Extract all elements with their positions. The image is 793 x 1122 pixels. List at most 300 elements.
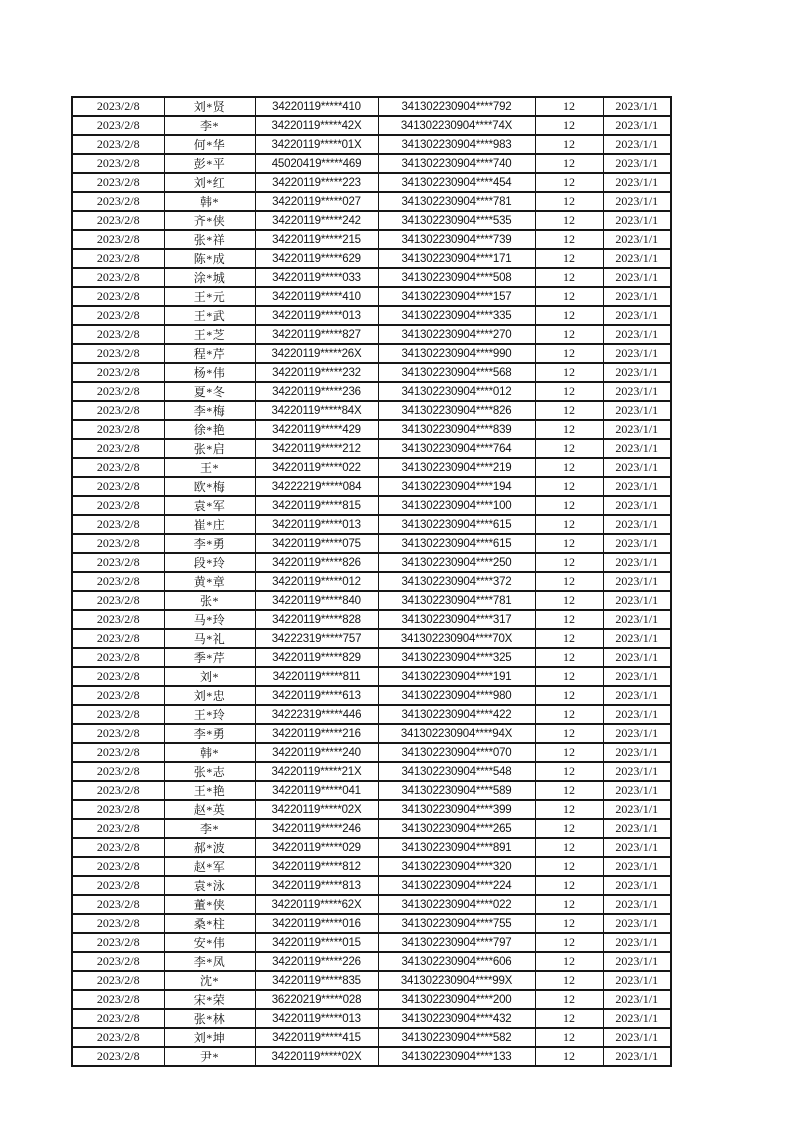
table-cell: 2023/2/8 (72, 306, 164, 325)
table-row (72, 686, 671, 705)
table-cell: 2023/2/8 (72, 439, 164, 458)
table-cell: 341302230904****606 (378, 952, 535, 971)
table-cell: 34220119*****813 (255, 876, 378, 895)
table-cell: 2023/2/8 (72, 553, 164, 572)
table-cell: 2023/2/8 (72, 591, 164, 610)
table-cell: 2023/1/1 (603, 648, 671, 667)
table-cell: 341302230904****454 (378, 173, 535, 192)
table-cell: 12 (535, 382, 603, 401)
table-cell: 341302230904****839 (378, 420, 535, 439)
table-row (72, 838, 671, 857)
table-cell: 2023/2/8 (72, 895, 164, 914)
table-cell: 34220119*****223 (255, 173, 378, 192)
table-cell: 2023/1/1 (603, 876, 671, 895)
table-row (72, 1009, 671, 1028)
table-cell: 341302230904****194 (378, 477, 535, 496)
table-row (72, 363, 671, 382)
table-cell: 2023/1/1 (603, 819, 671, 838)
table-cell: 12 (535, 97, 603, 116)
table-cell: 12 (535, 610, 603, 629)
table-cell: 34220119*****013 (255, 1009, 378, 1028)
table-cell: 王*芝 (164, 325, 255, 344)
table-cell: 2023/1/1 (603, 363, 671, 382)
table-cell: 2023/2/8 (72, 287, 164, 306)
table-cell: 341302230904****270 (378, 325, 535, 344)
table-cell: 12 (535, 363, 603, 382)
table-cell: 12 (535, 724, 603, 743)
table-cell: 34220119*****26X (255, 344, 378, 363)
table-cell: 2023/1/1 (603, 154, 671, 173)
table-cell: 李*勇 (164, 724, 255, 743)
table-cell: 12 (535, 496, 603, 515)
table-cell: 2023/1/1 (603, 439, 671, 458)
table-cell: 34220119*****022 (255, 458, 378, 477)
table-cell: 341302230904****74X (378, 116, 535, 135)
records-table-body (72, 97, 671, 1066)
table-cell: 夏*冬 (164, 382, 255, 401)
table-cell: 刘*红 (164, 173, 255, 192)
table-cell: 2023/2/8 (72, 173, 164, 192)
table-cell: 2023/2/8 (72, 268, 164, 287)
table-cell: 2023/1/1 (603, 1009, 671, 1028)
table-cell: 341302230904****022 (378, 895, 535, 914)
table-cell: 2023/2/8 (72, 914, 164, 933)
table-cell: 2023/2/8 (72, 705, 164, 724)
table-row (72, 743, 671, 762)
table-cell: 2023/2/8 (72, 838, 164, 857)
table-cell: 2023/1/1 (603, 705, 671, 724)
table-cell: 2023/2/8 (72, 1047, 164, 1066)
table-cell: 2023/2/8 (72, 572, 164, 591)
table-cell: 34220119*****033 (255, 268, 378, 287)
table-cell: 2023/1/1 (603, 249, 671, 268)
table-cell: 2023/2/8 (72, 800, 164, 819)
table-cell: 韩* (164, 192, 255, 211)
table-cell: 12 (535, 838, 603, 857)
table-cell: 34220119*****232 (255, 363, 378, 382)
table-cell: 2023/1/1 (603, 344, 671, 363)
table-cell: 34220119*****242 (255, 211, 378, 230)
table-cell: 34220119*****012 (255, 572, 378, 591)
table-row (72, 1028, 671, 1047)
table-cell: 12 (535, 268, 603, 287)
records-table (71, 96, 672, 1067)
table-cell: 341302230904****320 (378, 857, 535, 876)
table-cell: 2023/2/8 (72, 97, 164, 116)
table-cell: 34220119*****216 (255, 724, 378, 743)
table-cell: 2023/1/1 (603, 325, 671, 344)
table-cell: 12 (535, 344, 603, 363)
table-row (72, 287, 671, 306)
table-row (72, 971, 671, 990)
table-cell: 12 (535, 287, 603, 306)
table-cell: 徐*艳 (164, 420, 255, 439)
table-cell: 2023/1/1 (603, 1047, 671, 1066)
table-cell: 12 (535, 1009, 603, 1028)
table-cell: 34220119*****246 (255, 819, 378, 838)
table-cell: 李* (164, 116, 255, 135)
table-cell: 341302230904****980 (378, 686, 535, 705)
table-cell: 341302230904****224 (378, 876, 535, 895)
table-row (72, 667, 671, 686)
table-cell: 2023/2/8 (72, 344, 164, 363)
table-cell: 2023/1/1 (603, 572, 671, 591)
table-cell: 34220119*****826 (255, 553, 378, 572)
table-cell: 2023/1/1 (603, 952, 671, 971)
table-row (72, 553, 671, 572)
table-cell: 12 (535, 116, 603, 135)
table-cell: 2023/2/8 (72, 249, 164, 268)
table-cell: 341302230904****990 (378, 344, 535, 363)
table-cell: 2023/1/1 (603, 629, 671, 648)
table-cell: 2023/2/8 (72, 667, 164, 686)
table-cell: 张*祥 (164, 230, 255, 249)
table-cell: 34222319*****446 (255, 705, 378, 724)
table-cell: 2023/2/8 (72, 971, 164, 990)
table-row (72, 135, 671, 154)
table-cell: 李*勇 (164, 534, 255, 553)
table-cell: 2023/1/1 (603, 591, 671, 610)
table-cell: 341302230904****755 (378, 914, 535, 933)
table-cell: 李* (164, 819, 255, 838)
table-cell: 2023/2/8 (72, 116, 164, 135)
table-cell: 34220119*****410 (255, 97, 378, 116)
table-cell: 12 (535, 876, 603, 895)
table-cell: 2023/2/8 (72, 610, 164, 629)
table-row (72, 648, 671, 667)
table-cell: 张*林 (164, 1009, 255, 1028)
table-cell: 2023/1/1 (603, 914, 671, 933)
table-cell: 341302230904****372 (378, 572, 535, 591)
table-cell: 341302230904****100 (378, 496, 535, 515)
table-cell: 2023/1/1 (603, 534, 671, 553)
table-row (72, 876, 671, 895)
table-row (72, 344, 671, 363)
table-cell: 34220119*****613 (255, 686, 378, 705)
table-cell: 34220119*****027 (255, 192, 378, 211)
table-cell: 34220119*****829 (255, 648, 378, 667)
table-row (72, 705, 671, 724)
table-cell: 2023/2/8 (72, 363, 164, 382)
table-cell: 2023/2/8 (72, 743, 164, 762)
table-row (72, 439, 671, 458)
table-cell: 2023/2/8 (72, 515, 164, 534)
table-row (72, 857, 671, 876)
table-cell: 杨*伟 (164, 363, 255, 382)
table-cell: 34220119*****013 (255, 306, 378, 325)
table-row (72, 325, 671, 344)
table-cell: 341302230904****535 (378, 211, 535, 230)
table-cell: 34220119*****84X (255, 401, 378, 420)
table-cell: 341302230904****548 (378, 762, 535, 781)
table-cell: 12 (535, 648, 603, 667)
table-row (72, 230, 671, 249)
table-cell: 2023/1/1 (603, 192, 671, 211)
table-cell: 12 (535, 629, 603, 648)
table-cell: 34220119*****415 (255, 1028, 378, 1047)
table-cell: 12 (535, 458, 603, 477)
table-cell: 34220119*****811 (255, 667, 378, 686)
table-row (72, 97, 671, 116)
table-cell: 张*志 (164, 762, 255, 781)
table-row (72, 1047, 671, 1066)
table-cell: 王*元 (164, 287, 255, 306)
table-cell: 12 (535, 990, 603, 1009)
table-cell: 341302230904****781 (378, 192, 535, 211)
table-cell: 341302230904****739 (378, 230, 535, 249)
table-row (72, 724, 671, 743)
table-cell: 12 (535, 306, 603, 325)
table-cell: 341302230904****171 (378, 249, 535, 268)
table-cell: 2023/1/1 (603, 382, 671, 401)
table-cell: 刘*忠 (164, 686, 255, 705)
table-cell: 刘*贤 (164, 97, 255, 116)
table-cell: 2023/2/8 (72, 420, 164, 439)
table-cell: 王*武 (164, 306, 255, 325)
table-row (72, 173, 671, 192)
table-cell: 崔*庄 (164, 515, 255, 534)
table-cell: 34220119*****62X (255, 895, 378, 914)
table-cell: 341302230904****826 (378, 401, 535, 420)
table-row (72, 800, 671, 819)
table-cell: 2023/1/1 (603, 496, 671, 515)
table-row (72, 990, 671, 1009)
table-cell: 2023/1/1 (603, 173, 671, 192)
table-cell: 341302230904****615 (378, 515, 535, 534)
table-row (72, 515, 671, 534)
table-row (72, 591, 671, 610)
table-cell: 12 (535, 971, 603, 990)
table-cell: 2023/1/1 (603, 762, 671, 781)
table-cell: 2023/2/8 (72, 192, 164, 211)
table-cell: 2023/1/1 (603, 230, 671, 249)
table-row (72, 306, 671, 325)
table-cell: 2023/1/1 (603, 1028, 671, 1047)
table-cell: 2023/2/8 (72, 876, 164, 895)
table-cell: 34220119*****815 (255, 496, 378, 515)
table-cell: 2023/1/1 (603, 743, 671, 762)
table-cell: 12 (535, 591, 603, 610)
table-cell: 2023/1/1 (603, 933, 671, 952)
table-cell: 桑*柱 (164, 914, 255, 933)
table-cell: 2023/2/8 (72, 401, 164, 420)
table-cell: 34220119*****212 (255, 439, 378, 458)
table-cell: 12 (535, 819, 603, 838)
table-cell: 宋*荣 (164, 990, 255, 1009)
table-cell: 2023/1/1 (603, 838, 671, 857)
table-cell: 341302230904****615 (378, 534, 535, 553)
table-cell: 34220119*****827 (255, 325, 378, 344)
table-cell: 2023/2/8 (72, 135, 164, 154)
table-row (72, 762, 671, 781)
table-cell: 34220119*****21X (255, 762, 378, 781)
table-cell: 刘*坤 (164, 1028, 255, 1047)
table-row (72, 116, 671, 135)
table-cell: 2023/1/1 (603, 306, 671, 325)
table-cell: 2023/2/8 (72, 933, 164, 952)
table-cell: 黄*章 (164, 572, 255, 591)
table-row (72, 952, 671, 971)
table-row (72, 420, 671, 439)
table-cell: 34220119*****01X (255, 135, 378, 154)
table-cell: 341302230904****219 (378, 458, 535, 477)
table-cell: 王* (164, 458, 255, 477)
table-cell: 王*玲 (164, 705, 255, 724)
table-cell: 34220119*****240 (255, 743, 378, 762)
table-row (72, 192, 671, 211)
table-cell: 12 (535, 1047, 603, 1066)
table-cell: 12 (535, 173, 603, 192)
table-cell: 341302230904****012 (378, 382, 535, 401)
table-cell: 12 (535, 857, 603, 876)
table-cell: 341302230904****781 (378, 591, 535, 610)
table-cell: 2023/2/8 (72, 781, 164, 800)
table-cell: 341302230904****070 (378, 743, 535, 762)
table-row (72, 914, 671, 933)
table-cell: 34220119*****840 (255, 591, 378, 610)
table-row (72, 496, 671, 515)
table-cell: 何*华 (164, 135, 255, 154)
table-cell: 王*艳 (164, 781, 255, 800)
table-cell: 2023/2/8 (72, 325, 164, 344)
table-cell: 12 (535, 800, 603, 819)
table-row (72, 154, 671, 173)
table-cell: 2023/2/8 (72, 629, 164, 648)
table-cell: 2023/1/1 (603, 515, 671, 534)
table-row (72, 401, 671, 420)
table-row (72, 781, 671, 800)
table-cell: 34222219*****084 (255, 477, 378, 496)
table-cell: 12 (535, 895, 603, 914)
table-cell: 12 (535, 325, 603, 344)
table-cell: 2023/2/8 (72, 534, 164, 553)
table-cell: 袁*军 (164, 496, 255, 515)
table-cell: 34220119*****835 (255, 971, 378, 990)
table-cell: 34220119*****013 (255, 515, 378, 534)
table-cell: 34220119*****016 (255, 914, 378, 933)
table-cell: 12 (535, 686, 603, 705)
table-row (72, 249, 671, 268)
table-cell: 12 (535, 762, 603, 781)
table-cell: 2023/1/1 (603, 610, 671, 629)
table-cell: 2023/1/1 (603, 477, 671, 496)
table-cell: 34220119*****828 (255, 610, 378, 629)
table-cell: 36220219*****028 (255, 990, 378, 1009)
table-cell: 341302230904****157 (378, 287, 535, 306)
table-cell: 郝*波 (164, 838, 255, 857)
table-cell: 12 (535, 439, 603, 458)
table-cell: 2023/2/8 (72, 230, 164, 249)
table-cell: 李*梅 (164, 401, 255, 420)
table-cell: 2023/1/1 (603, 686, 671, 705)
table-cell: 12 (535, 515, 603, 534)
table-cell: 2023/1/1 (603, 268, 671, 287)
table-cell: 12 (535, 211, 603, 230)
table-row (72, 895, 671, 914)
table-cell: 341302230904****133 (378, 1047, 535, 1066)
table-cell: 34220119*****029 (255, 838, 378, 857)
table-cell: 341302230904****792 (378, 97, 535, 116)
table-cell: 2023/2/8 (72, 382, 164, 401)
table-cell: 2023/2/8 (72, 1009, 164, 1028)
table-cell: 涂*城 (164, 268, 255, 287)
table-cell: 12 (535, 705, 603, 724)
table-cell: 2023/1/1 (603, 135, 671, 154)
table-cell: 2023/2/8 (72, 477, 164, 496)
table-cell: 341302230904****265 (378, 819, 535, 838)
table-cell: 袁*泳 (164, 876, 255, 895)
table-cell: 34220119*****02X (255, 800, 378, 819)
table-cell: 12 (535, 952, 603, 971)
table-cell: 2023/1/1 (603, 116, 671, 135)
table-cell: 张* (164, 591, 255, 610)
table-row (72, 572, 671, 591)
table-cell: 34220119*****041 (255, 781, 378, 800)
table-cell: 12 (535, 477, 603, 496)
table-cell: 马*玲 (164, 610, 255, 629)
table-cell: 马*礼 (164, 629, 255, 648)
table-cell: 341302230904****764 (378, 439, 535, 458)
table-cell: 2023/1/1 (603, 458, 671, 477)
table-cell: 2023/2/8 (72, 458, 164, 477)
table-cell: 34220119*****429 (255, 420, 378, 439)
table-cell: 2023/2/8 (72, 990, 164, 1009)
table-cell: 段*玲 (164, 553, 255, 572)
table-cell: 34220119*****075 (255, 534, 378, 553)
table-cell: 2023/1/1 (603, 401, 671, 420)
table-cell: 2023/1/1 (603, 553, 671, 572)
table-row (72, 211, 671, 230)
table-cell: 2023/1/1 (603, 895, 671, 914)
table-cell: 12 (535, 135, 603, 154)
table-cell: 34220119*****215 (255, 230, 378, 249)
table-cell: 2023/1/1 (603, 420, 671, 439)
table-cell: 2023/2/8 (72, 686, 164, 705)
table-cell: 季*芹 (164, 648, 255, 667)
table-cell: 34220119*****410 (255, 287, 378, 306)
table-cell: 12 (535, 420, 603, 439)
table-cell: 2023/1/1 (603, 857, 671, 876)
table-cell: 2023/2/8 (72, 1028, 164, 1047)
table-cell: 341302230904****589 (378, 781, 535, 800)
table-cell: 341302230904****250 (378, 553, 535, 572)
records-table-container (71, 96, 672, 1067)
table-row (72, 933, 671, 952)
table-cell: 韩* (164, 743, 255, 762)
table-cell: 2023/1/1 (603, 990, 671, 1009)
table-cell: 尹* (164, 1047, 255, 1066)
table-cell: 341302230904****568 (378, 363, 535, 382)
table-cell: 341302230904****317 (378, 610, 535, 629)
table-row (72, 382, 671, 401)
table-cell: 2023/1/1 (603, 667, 671, 686)
table-cell: 341302230904****432 (378, 1009, 535, 1028)
table-cell: 12 (535, 1028, 603, 1047)
table-cell: 2023/2/8 (72, 857, 164, 876)
table-cell: 12 (535, 933, 603, 952)
table-cell: 齐*侠 (164, 211, 255, 230)
table-cell: 12 (535, 249, 603, 268)
table-cell: 34220119*****02X (255, 1047, 378, 1066)
table-cell: 341302230904****99X (378, 971, 535, 990)
table-cell: 2023/1/1 (603, 287, 671, 306)
table-cell: 12 (535, 572, 603, 591)
table-cell: 341302230904****422 (378, 705, 535, 724)
table-cell: 欧*梅 (164, 477, 255, 496)
table-cell: 2023/1/1 (603, 971, 671, 990)
table-cell: 12 (535, 154, 603, 173)
table-cell: 341302230904****200 (378, 990, 535, 1009)
